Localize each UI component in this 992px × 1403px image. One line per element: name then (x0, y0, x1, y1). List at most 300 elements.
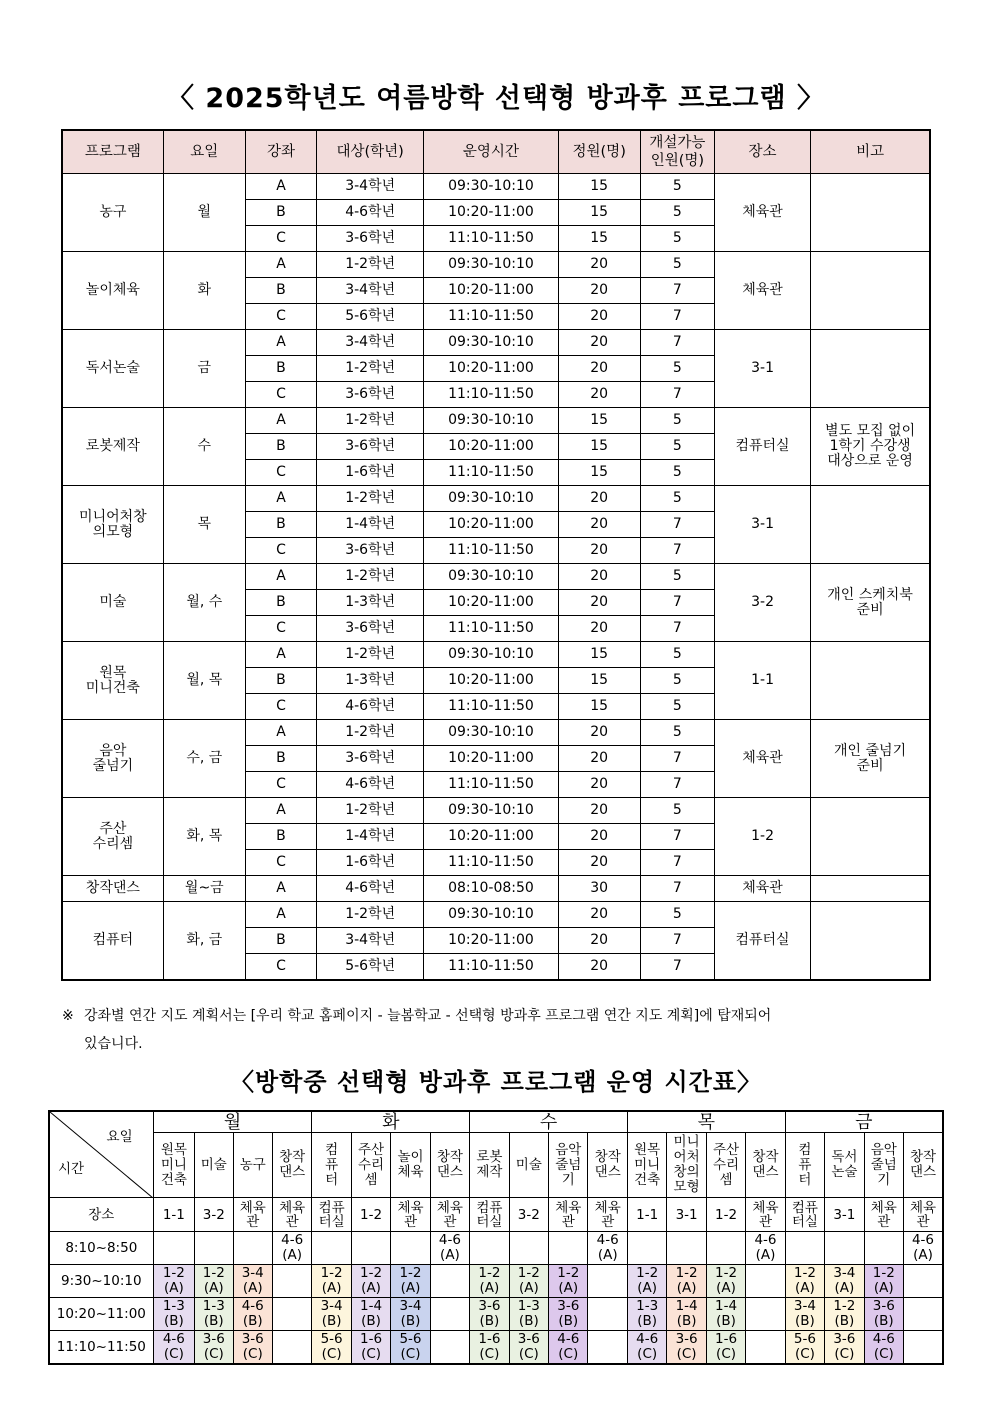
schedule-cell (312, 1232, 351, 1265)
schedule-cell: 1-2 (A) (470, 1265, 509, 1298)
time-cell: 10:20-11:00 (424, 200, 558, 226)
schedule-cell: 1-2 (A) (153, 1265, 194, 1298)
time-cell: 11:10-11:50 (424, 850, 558, 876)
schedule-cell (588, 1265, 627, 1298)
place-cell: 1-2 (714, 798, 810, 876)
time-label: 8:10~8:50 (49, 1232, 153, 1265)
schedule-cell: 3-6 (C) (195, 1331, 233, 1365)
section-cell: C (245, 850, 316, 876)
minimum-cell: 7 (640, 954, 714, 981)
header-cell: 비고 (811, 130, 930, 174)
schedule-day-row (49, 1111, 943, 1133)
time-cell: 09:30-10:10 (424, 902, 558, 928)
section-cell: C (245, 616, 316, 642)
grade-cell: 3-4학년 (317, 278, 424, 304)
time-cell: 09:30-10:10 (424, 564, 558, 590)
schedule-cell: 1-2 (A) (785, 1265, 824, 1298)
grade-cell: 3-4학년 (317, 330, 424, 356)
section-cell: C (245, 694, 316, 720)
day-cell: 화 (163, 252, 245, 330)
remark-cell (811, 642, 930, 720)
schedule-cell (627, 1232, 666, 1265)
schedule-cell: 5-6 (C) (391, 1331, 430, 1365)
schedule-cell: 1-2 (B) (825, 1298, 864, 1331)
schedule-cell (272, 1331, 311, 1365)
schedule-time-row (49, 1331, 943, 1365)
program-name-cell: 미술 (62, 564, 163, 642)
place-cell: 체육 관 (391, 1198, 430, 1232)
capacity-cell: 20 (558, 720, 640, 746)
time-cell: 10:20-11:00 (424, 928, 558, 954)
remark-cell (811, 902, 930, 981)
section-cell: B (245, 512, 316, 538)
schedule-cell (351, 1232, 390, 1265)
schedule-cell (706, 1232, 745, 1265)
section-cell: C (245, 954, 316, 981)
remark-cell (811, 876, 930, 902)
schedule-cell: 1-6 (C) (351, 1331, 390, 1365)
grade-cell: 1-4학년 (317, 512, 424, 538)
schedule-cell: 3-4 (B) (312, 1298, 351, 1331)
place-cell: 컴퓨터실 (714, 902, 810, 981)
section-cell: A (245, 798, 316, 824)
section-cell: A (245, 564, 316, 590)
time-cell: 11:10-11:50 (424, 538, 558, 564)
place-cell: 컴퓨 터실 (312, 1198, 351, 1232)
grade-cell: 3-6학년 (317, 382, 424, 408)
place-cell: 체육관 (714, 252, 810, 330)
program-table (61, 129, 931, 981)
schedule-place-row (49, 1198, 943, 1232)
program-name-cell: 주산 수리셈 (62, 798, 163, 876)
schedule-cell (746, 1331, 785, 1365)
remark-cell: 개인 줄넘기 준비 (811, 720, 930, 798)
schedule-cell (825, 1232, 864, 1265)
minimum-cell: 7 (640, 512, 714, 538)
minimum-cell: 5 (640, 902, 714, 928)
grade-cell: 3-6학년 (317, 226, 424, 252)
table-header-row (62, 130, 930, 174)
capacity-cell: 20 (558, 278, 640, 304)
minimum-cell: 5 (640, 356, 714, 382)
schedule-cell: 4-6 (C) (627, 1331, 666, 1365)
table-row (62, 876, 930, 902)
remark-cell (811, 174, 930, 252)
time-cell: 11:10-11:50 (424, 226, 558, 252)
minimum-cell: 7 (640, 746, 714, 772)
capacity-cell: 20 (558, 252, 640, 278)
schedule-cell (904, 1298, 943, 1331)
day-cell: 금 (163, 330, 245, 408)
place-cell: 체육관 (714, 720, 810, 798)
program-cell: 미술 (195, 1133, 233, 1198)
schedule-cell (904, 1331, 943, 1365)
schedule-cell: 1-2 (A) (549, 1265, 588, 1298)
schedule-cell (430, 1265, 469, 1298)
minimum-cell: 7 (640, 538, 714, 564)
schedule-cell: 5-6 (C) (785, 1331, 824, 1365)
time-cell: 11:10-11:50 (424, 772, 558, 798)
capacity-cell: 20 (558, 616, 640, 642)
schedule-cell (864, 1232, 903, 1265)
place-cell: 컴퓨 터실 (785, 1198, 824, 1232)
header-cell: 요일 (163, 130, 245, 174)
capacity-cell: 15 (558, 668, 640, 694)
capacity-cell: 20 (558, 538, 640, 564)
grade-cell: 4-6학년 (317, 876, 424, 902)
table-row (62, 564, 930, 590)
program-cell: 주산 수리 셈 (351, 1133, 390, 1198)
program-name-cell: 놀이체육 (62, 252, 163, 330)
place-cell: 체육 관 (904, 1198, 943, 1232)
grade-cell: 1-2학년 (317, 798, 424, 824)
section-cell: B (245, 824, 316, 850)
schedule-cell: 3-6 (C) (667, 1331, 706, 1365)
table-row (62, 330, 930, 356)
day-cell: 월 (163, 174, 245, 252)
schedule-cell (153, 1232, 194, 1265)
table-row (62, 720, 930, 746)
section-cell: B (245, 668, 316, 694)
schedule-time-row (49, 1232, 943, 1265)
table-row (62, 174, 930, 200)
schedule-cell: 4-6 (A) (430, 1232, 469, 1265)
remark-cell (811, 486, 930, 564)
schedule-cell (272, 1265, 311, 1298)
grade-cell: 5-6학년 (317, 304, 424, 330)
header-cell: 장소 (714, 130, 810, 174)
schedule-title: 〈방학중 선택형 방과후 프로그램 운영 시간표〉 (229, 1068, 763, 1096)
page-title: 〈 2025학년도 여름방학 선택형 방과후 프로그램 〉 (167, 83, 825, 114)
capacity-cell: 20 (558, 954, 640, 981)
minimum-cell: 7 (640, 876, 714, 902)
time-cell: 10:20-11:00 (424, 278, 558, 304)
corner-day-label: 요일 (106, 1129, 133, 1145)
grade-cell: 1-3학년 (317, 668, 424, 694)
section-cell: B (245, 746, 316, 772)
section-cell: B (245, 356, 316, 382)
grade-cell: 1-6학년 (317, 850, 424, 876)
time-cell: 09:30-10:10 (424, 642, 558, 668)
schedule-cell: 3-6 (B) (549, 1298, 588, 1331)
day-header: 금 (785, 1111, 943, 1133)
place-cell: 체육 관 (430, 1198, 469, 1232)
schedule-cell: 4-6 (A) (588, 1232, 627, 1265)
time-cell: 09:30-10:10 (424, 330, 558, 356)
section-cell: A (245, 330, 316, 356)
schedule-cell (470, 1232, 509, 1265)
program-cell: 원목 미니 건축 (627, 1133, 666, 1198)
schedule-cell (549, 1232, 588, 1265)
section-cell: A (245, 174, 316, 200)
time-cell: 10:20-11:00 (424, 356, 558, 382)
minimum-cell: 7 (640, 928, 714, 954)
program-name-cell: 원목 미니건축 (62, 642, 163, 720)
schedule-cell: 1-3 (B) (509, 1298, 548, 1331)
minimum-cell: 5 (640, 564, 714, 590)
grade-cell: 4-6학년 (317, 200, 424, 226)
schedule-cell: 4-6 (C) (864, 1331, 903, 1365)
time-cell: 11:10-11:50 (424, 954, 558, 981)
place-label: 장소 (49, 1198, 153, 1232)
day-cell: 월, 목 (163, 642, 245, 720)
schedule-cell: 1-2 (A) (312, 1265, 351, 1298)
schedule-cell: 1-2 (A) (627, 1265, 666, 1298)
place-cell: 3-1 (714, 330, 810, 408)
capacity-cell: 15 (558, 226, 640, 252)
section-cell: C (245, 538, 316, 564)
capacity-cell: 15 (558, 408, 640, 434)
day-header: 화 (312, 1111, 470, 1133)
capacity-cell: 20 (558, 824, 640, 850)
notice-mark: ※ (62, 1008, 74, 1024)
capacity-cell: 15 (558, 434, 640, 460)
time-cell: 09:30-10:10 (424, 486, 558, 512)
capacity-cell: 20 (558, 564, 640, 590)
place-cell: 컴퓨 터실 (470, 1198, 509, 1232)
header-cell: 운영시간 (424, 130, 558, 174)
grade-cell: 1-2학년 (317, 252, 424, 278)
place-cell: 체육 관 (233, 1198, 272, 1232)
time-cell: 09:30-10:10 (424, 408, 558, 434)
schedule-cell: 5-6 (C) (312, 1331, 351, 1365)
minimum-cell: 5 (640, 408, 714, 434)
minimum-cell: 5 (640, 668, 714, 694)
remark-cell: 별도 모집 없이 1학기 수강생 대상으로 운영 (811, 408, 930, 486)
time-cell: 09:30-10:10 (424, 720, 558, 746)
time-cell: 11:10-11:50 (424, 304, 558, 330)
day-header: 수 (470, 1111, 628, 1133)
schedule-cell: 1-2 (A) (509, 1265, 548, 1298)
schedule-cell: 1-3 (B) (627, 1298, 666, 1331)
program-cell: 로봇 제작 (470, 1133, 509, 1198)
minimum-cell: 7 (640, 824, 714, 850)
section-cell: A (245, 642, 316, 668)
program-name-cell: 컴퓨터 (62, 902, 163, 981)
section-cell: B (245, 928, 316, 954)
time-label: 10:20~11:00 (49, 1298, 153, 1331)
schedule-cell: 1-3 (B) (195, 1298, 233, 1331)
program-name-cell: 농구 (62, 174, 163, 252)
schedule-time-row (49, 1265, 943, 1298)
minimum-cell: 5 (640, 642, 714, 668)
header-cell: 정원(명) (558, 130, 640, 174)
minimum-cell: 7 (640, 616, 714, 642)
section-cell: A (245, 720, 316, 746)
grade-cell: 3-6학년 (317, 434, 424, 460)
place-cell: 3-2 (195, 1198, 233, 1232)
minimum-cell: 5 (640, 460, 714, 486)
schedule-cell: 4-6 (C) (153, 1331, 194, 1365)
section-cell: B (245, 434, 316, 460)
section-cell: A (245, 252, 316, 278)
capacity-cell: 15 (558, 694, 640, 720)
schedule-cell (233, 1232, 272, 1265)
time-cell: 10:20-11:00 (424, 590, 558, 616)
time-cell: 11:10-11:50 (424, 460, 558, 486)
time-cell: 09:30-10:10 (424, 174, 558, 200)
minimum-cell: 7 (640, 772, 714, 798)
schedule-cell: 1-2 (A) (391, 1265, 430, 1298)
program-name-cell: 로봇제작 (62, 408, 163, 486)
minimum-cell: 7 (640, 590, 714, 616)
minimum-cell: 7 (640, 278, 714, 304)
day-cell: 수, 금 (163, 720, 245, 798)
grade-cell: 1-4학년 (317, 824, 424, 850)
schedule-cell (667, 1232, 706, 1265)
day-header: 월 (153, 1111, 312, 1133)
capacity-cell: 20 (558, 902, 640, 928)
section-cell: A (245, 408, 316, 434)
grade-cell: 3-4학년 (317, 174, 424, 200)
place-cell: 3-2 (714, 564, 810, 642)
capacity-cell: 20 (558, 356, 640, 382)
schedule-cell: 3-4 (B) (391, 1298, 430, 1331)
time-label: 11:10~11:50 (49, 1331, 153, 1365)
table-row (62, 902, 930, 928)
minimum-cell: 5 (640, 486, 714, 512)
minimum-cell: 5 (640, 252, 714, 278)
grade-cell: 1-2학년 (317, 720, 424, 746)
schedule-cell: 1-2 (A) (667, 1265, 706, 1298)
program-name-cell: 창작댄스 (62, 876, 163, 902)
program-cell: 독서 논술 (825, 1133, 864, 1198)
schedule-time-row (49, 1298, 943, 1331)
program-cell: 창작 댄스 (430, 1133, 469, 1198)
program-cell: 창작 댄스 (904, 1133, 943, 1198)
capacity-cell: 20 (558, 850, 640, 876)
time-cell: 10:20-11:00 (424, 512, 558, 538)
schedule-cell: 4-6 (B) (233, 1298, 272, 1331)
notice-text-line2: 있습니다. (84, 1036, 143, 1052)
place-cell: 3-2 (509, 1198, 548, 1232)
schedule-cell: 3-6 (B) (864, 1298, 903, 1331)
grade-cell: 1-2학년 (317, 486, 424, 512)
day-cell: 화, 금 (163, 902, 245, 981)
place-cell: 1-2 (706, 1198, 745, 1232)
section-cell: B (245, 278, 316, 304)
schedule-cell: 3-6 (C) (509, 1331, 548, 1365)
capacity-cell: 20 (558, 304, 640, 330)
grade-cell: 1-6학년 (317, 460, 424, 486)
program-cell: 컴 퓨 터 (785, 1133, 824, 1198)
place-cell: 3-1 (714, 486, 810, 564)
program-cell: 미니 어처 창의 모형 (667, 1133, 706, 1198)
minimum-cell: 7 (640, 330, 714, 356)
header-cell: 강좌 (245, 130, 316, 174)
grade-cell: 1-2학년 (317, 564, 424, 590)
program-cell: 원목 미니 건축 (153, 1133, 194, 1198)
schedule-cell: 3-4 (A) (825, 1265, 864, 1298)
schedule-cell: 1-4 (B) (706, 1298, 745, 1331)
corner-time-label: 시간 (58, 1161, 85, 1177)
schedule-cell: 1-6 (C) (706, 1331, 745, 1365)
minimum-cell: 5 (640, 434, 714, 460)
schedule-cell (430, 1298, 469, 1331)
grade-cell: 1-3학년 (317, 590, 424, 616)
minimum-cell: 7 (640, 382, 714, 408)
capacity-cell: 15 (558, 460, 640, 486)
table-row (62, 408, 930, 434)
schedule-cell: 3-6 (C) (825, 1331, 864, 1365)
minimum-cell: 5 (640, 720, 714, 746)
capacity-cell: 20 (558, 330, 640, 356)
schedule-cell: 1-2 (A) (864, 1265, 903, 1298)
schedule-cell (588, 1331, 627, 1365)
capacity-cell: 20 (558, 590, 640, 616)
place-cell: 체육관 (714, 876, 810, 902)
section-cell: B (245, 200, 316, 226)
program-name-cell: 음악 줄넘기 (62, 720, 163, 798)
remark-cell (811, 252, 930, 330)
schedule-cell: 3-6 (C) (233, 1331, 272, 1365)
schedule-cell: 3-4 (B) (785, 1298, 824, 1331)
program-cell: 미술 (509, 1133, 548, 1198)
grade-cell: 1-2학년 (317, 408, 424, 434)
notice-text-line1: 강좌별 연간 지도 계획서는 [우리 학교 홈페이지 - 늘봄학교 - 선택형 방과후 프로그램 연간 지도 계획]에 탑재되어 (84, 1008, 772, 1024)
schedule-cell: 3-6 (B) (470, 1298, 509, 1331)
schedule-cell (272, 1298, 311, 1331)
minimum-cell: 5 (640, 226, 714, 252)
grade-cell: 3-6학년 (317, 538, 424, 564)
time-cell: 08:10-08:50 (424, 876, 558, 902)
program-cell: 농구 (233, 1133, 272, 1198)
minimum-cell: 7 (640, 850, 714, 876)
capacity-cell: 20 (558, 928, 640, 954)
program-cell: 창작 댄스 (272, 1133, 311, 1198)
schedule-program-row (49, 1133, 943, 1198)
schedule-cell: 1-2 (A) (351, 1265, 390, 1298)
schedule-cell (391, 1232, 430, 1265)
schedule-cell: 1-3 (B) (153, 1298, 194, 1331)
time-cell: 09:30-10:10 (424, 252, 558, 278)
schedule-cell: 4-6 (A) (904, 1232, 943, 1265)
day-cell: 수 (163, 408, 245, 486)
place-cell: 체육관 (714, 174, 810, 252)
program-cell: 창작 댄스 (746, 1133, 785, 1198)
table-row (62, 252, 930, 278)
section-cell: C (245, 226, 316, 252)
schedule-cell (588, 1298, 627, 1331)
capacity-cell: 20 (558, 746, 640, 772)
grade-cell: 4-6학년 (317, 772, 424, 798)
schedule-cell: 4-6 (C) (549, 1331, 588, 1365)
place-cell: 체육 관 (864, 1198, 903, 1232)
time-cell: 11:10-11:50 (424, 616, 558, 642)
schedule-cell (509, 1232, 548, 1265)
grade-cell: 3-6학년 (317, 746, 424, 772)
table-row (62, 798, 930, 824)
capacity-cell: 20 (558, 798, 640, 824)
day-header: 목 (627, 1111, 785, 1133)
place-cell: 1-1 (714, 642, 810, 720)
place-cell: 컴퓨터실 (714, 408, 810, 486)
day-cell: 화, 목 (163, 798, 245, 876)
schedule-cell: 4-6 (A) (746, 1232, 785, 1265)
time-cell: 10:20-11:00 (424, 668, 558, 694)
schedule-cell (904, 1265, 943, 1298)
corner-cell (49, 1111, 153, 1198)
capacity-cell: 20 (558, 772, 640, 798)
schedule-cell (746, 1298, 785, 1331)
section-cell: A (245, 486, 316, 512)
place-cell: 3-1 (667, 1198, 706, 1232)
section-cell: C (245, 772, 316, 798)
header-cell: 개설가능 인원(명) (640, 130, 714, 174)
place-cell: 체육 관 (588, 1198, 627, 1232)
table-row (62, 642, 930, 668)
time-cell: 11:10-11:50 (424, 382, 558, 408)
